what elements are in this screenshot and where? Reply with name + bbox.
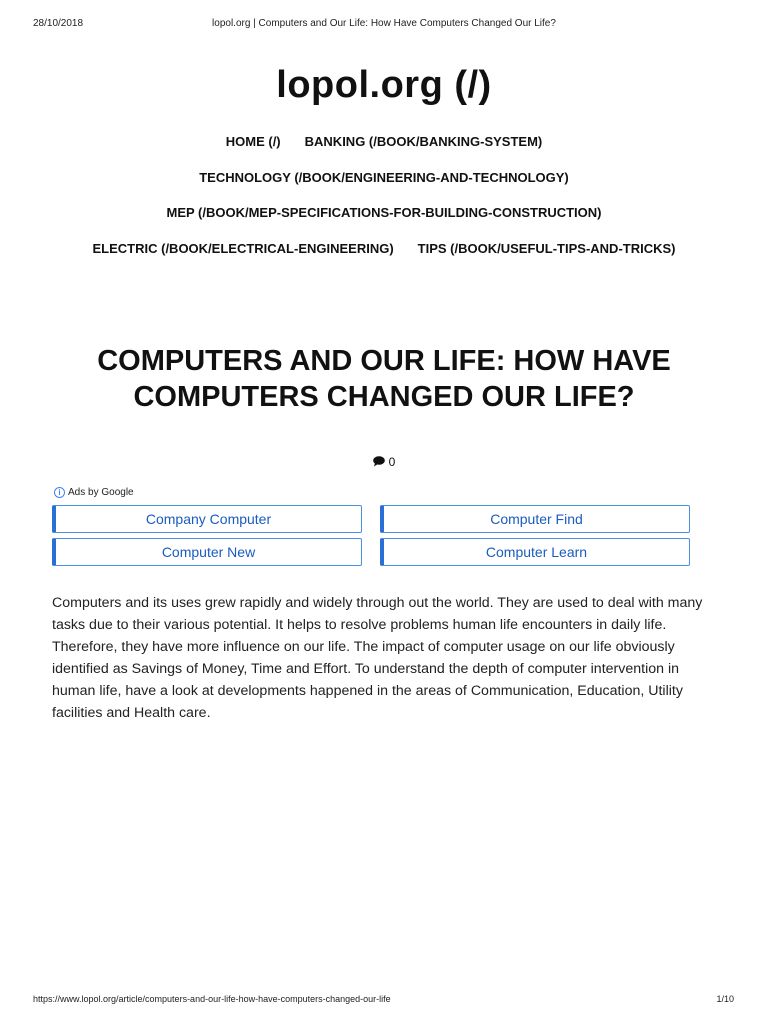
nav-row: [0, 241, 768, 256]
nav-home[interactable]: HOME (/): [225, 134, 281, 149]
site-title-link[interactable]: lopol.org (/): [276, 64, 492, 106]
article-title: COMPUTERS AND OUR LIFE: HOW HAVE COMPUTERS CHANGED OUR LIFE?: [97, 345, 671, 413]
nav-mep[interactable]: MEP (/BOOK/MEP-SPECIFICATIONS-FOR-BUILDING-CONSTRUCTION): [166, 205, 602, 220]
ad-link-company-computer[interactable]: Company Computer: [52, 505, 362, 533]
print-page-number: 1/10: [716, 994, 734, 1004]
nav-banking[interactable]: BANKING (/BOOK/BANKING-SYSTEM): [304, 134, 543, 149]
article-body: Computers and its uses grew rapidly and widely through out the world. They are used to deal with many tasks due to their various potential. It helps to resolve problems human life encounters in daily life. Therefore, they have more influence on our life. The impact of computer usage on our life obviously identified as Savings of Money, Time and Effort. To understand the depth of computer intervention in human life, have a look at developments happened in the areas of Communication, Education, Utility facilities and Health care.: [52, 595, 703, 721]
nav-tips[interactable]: TIPS (/BOOK/USEFUL-TIPS-AND-TRICKS): [417, 241, 676, 256]
comment-count-value: 0: [388, 455, 396, 469]
nav-electric[interactable]: ELECTRIC (/BOOK/ELECTRICAL-ENGINEERING): [92, 241, 394, 256]
nav-row: [0, 134, 768, 149]
ad-link-computer-find[interactable]: Computer Find: [380, 505, 690, 533]
ads-label-text: Ads by Google: [68, 487, 134, 498]
print-date: 28/10/2018: [33, 18, 84, 29]
nav-row: [0, 170, 768, 185]
print-url: https://www.lopol.org/article/computers-and-our-life-how-have-computers-changed-our-life: [33, 994, 391, 1004]
ad-link-computer-new[interactable]: Computer New: [52, 538, 362, 566]
ad-link-computer-learn[interactable]: Computer Learn: [380, 538, 690, 566]
nav-technology[interactable]: TECHNOLOGY (/BOOK/ENGINEERING-AND-TECHNOLOGY): [199, 170, 569, 185]
comment-count[interactable]: [0, 455, 768, 470]
ads-label[interactable]: [54, 487, 134, 498]
nav-row: [0, 205, 768, 220]
info-icon[interactable]: i: [54, 487, 65, 498]
print-page-title: lopol.org | Computers and Our Life: How Have Computers Changed Our Life?: [212, 18, 556, 29]
comment-icon: [373, 456, 385, 470]
